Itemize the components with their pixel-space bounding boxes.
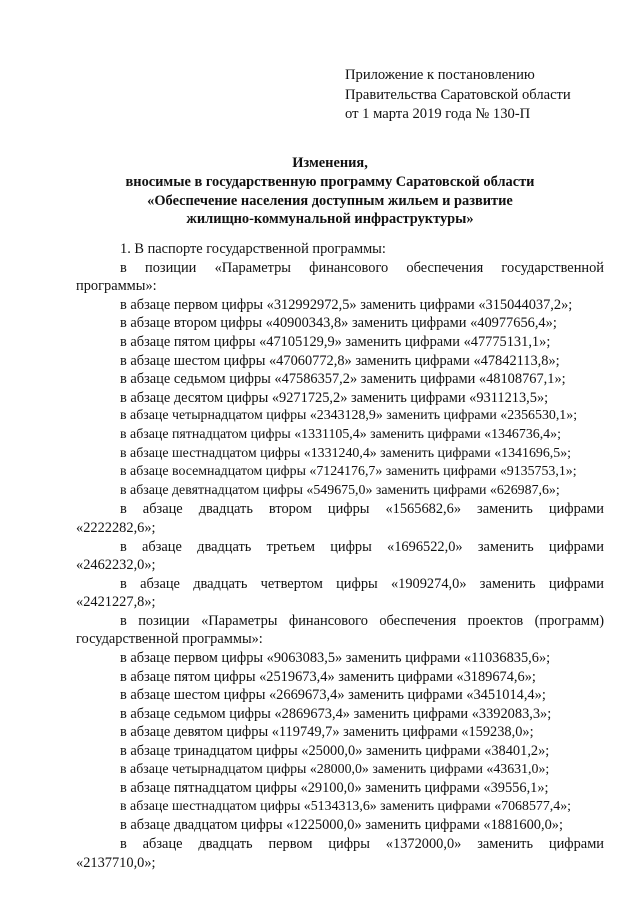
paragraph-line: в абзаце двадцать втором цифры «1565682,6» заменить цифрами: [120, 501, 604, 518]
title-line-4: жилищно-коммунальной инфраструктуры»: [186, 211, 474, 228]
list-item: в абзаце втором цифры «40900343,8» заменить цифрами «40977656,4»;: [120, 315, 557, 332]
paragraph-line: в абзаце двадцать третьем цифры «1696522,0» заменить цифрами: [120, 538, 604, 555]
title-line-2: вносимые в государственную программу Саратовской области: [125, 173, 535, 190]
list-item: в абзаце тринадцатом цифры «25000,0» заменить цифрами «38401,2»;: [120, 743, 550, 760]
paragraph-line: программы»:: [76, 278, 157, 295]
paragraph-line: государственной программы»:: [76, 631, 263, 648]
list-item: в абзаце десятом цифры «9271725,2» заменить цифрами «9311213,5»;: [120, 389, 549, 406]
list-item: в абзаце четырнадцатом цифры «2343128,9» заменить цифрами «2356530,1»;: [120, 408, 578, 424]
list-item: в абзаце восемнадцатом цифры «7124176,7» заменить цифрами «9135753,1»;: [120, 464, 577, 480]
appendix-header: [345, 66, 571, 125]
appendix-line-3: от 1 марта 2019 года № 130-П: [345, 106, 531, 122]
list-item: в абзаце пятнадцатом цифры «1331105,4» заменить цифрами «1346736,4»;: [120, 426, 561, 442]
document-body: [76, 240, 604, 872]
list-item: в абзаце шестом цифры «2669673,4» заменить цифрами «3451014,4»;: [120, 687, 546, 704]
appendix-line-2: Правительства Саратовской области: [345, 86, 571, 103]
paragraph-line: «2137710,0»;: [76, 854, 156, 871]
list-item: в абзаце седьмом цифры «2869673,4» заменить цифрами «3392083,3»;: [120, 705, 552, 722]
list-item: в абзаце пятом цифры «2519673,4» заменить цифрами «3189674,6»;: [120, 668, 536, 685]
appendix-line-1: Приложение к постановлению: [345, 67, 535, 83]
list-item: в абзаце первом цифры «312992972,5» заменить цифрами «315044037,2»;: [120, 296, 573, 313]
list-item: в абзаце пятнадцатом цифры «29100,0» заменить цифрами «39556,1»;: [120, 780, 549, 797]
list-item: в абзаце шестнадцатом цифры «5134313,6» заменить цифрами «7068577,4»;: [120, 798, 571, 814]
paragraph-line: в позиции «Параметры финансового обеспечения проектов (программ): [120, 612, 604, 629]
list-item: в абзаце седьмом цифры «47586357,2» заменить цифрами «48108767,1»;: [120, 371, 566, 388]
list-item: в абзаце пятом цифры «47105129,9» заменить цифрами «47775131,1»;: [120, 333, 551, 350]
section-heading: 1. В паспорте государственной программы:: [120, 241, 386, 257]
paragraph-line: в абзаце двадцать четвертом цифры «1909274,0» заменить цифрами: [120, 575, 604, 592]
paragraph-line: «2421227,8»;: [76, 594, 156, 611]
list-item: в абзаце шестом цифры «47060772,8» заменить цифрами «47842113,8»;: [120, 352, 560, 369]
title-line-3: «Обеспечение населения доступным жильем и развитие: [147, 192, 513, 209]
paragraph-line: «2222282,6»;: [76, 519, 156, 536]
list-item: в абзаце четырнадцатом цифры «28000,0» заменить цифрами «43631,0»;: [120, 761, 550, 777]
list-item: в абзаце двадцатом цифры «1225000,0» заменить цифрами «1881600,0»;: [120, 817, 563, 834]
list-item: в абзаце шестнадцатом цифры «1331240,4» заменить цифрами «1341696,5»;: [120, 445, 571, 461]
document-title: [70, 154, 590, 229]
title-line-1: Изменения,: [292, 155, 368, 171]
paragraph-line: «2462232,0»;: [76, 557, 156, 574]
list-item: в абзаце первом цифры «9063083,5» заменить цифрами «11036835,6»;: [120, 650, 551, 667]
paragraph-line: в абзаце двадцать первом цифры «1372000,0» заменить цифрами: [120, 836, 604, 852]
paragraph-line: в позиции «Параметры финансового обеспечения государственной: [120, 259, 604, 276]
list-item: в абзаце девятом цифры «119749,7» заменить цифрами «159238,0»;: [120, 724, 534, 741]
list-item: в абзаце девятнадцатом цифры «549675,0» заменить цифрами «626987,6»;: [120, 482, 560, 498]
